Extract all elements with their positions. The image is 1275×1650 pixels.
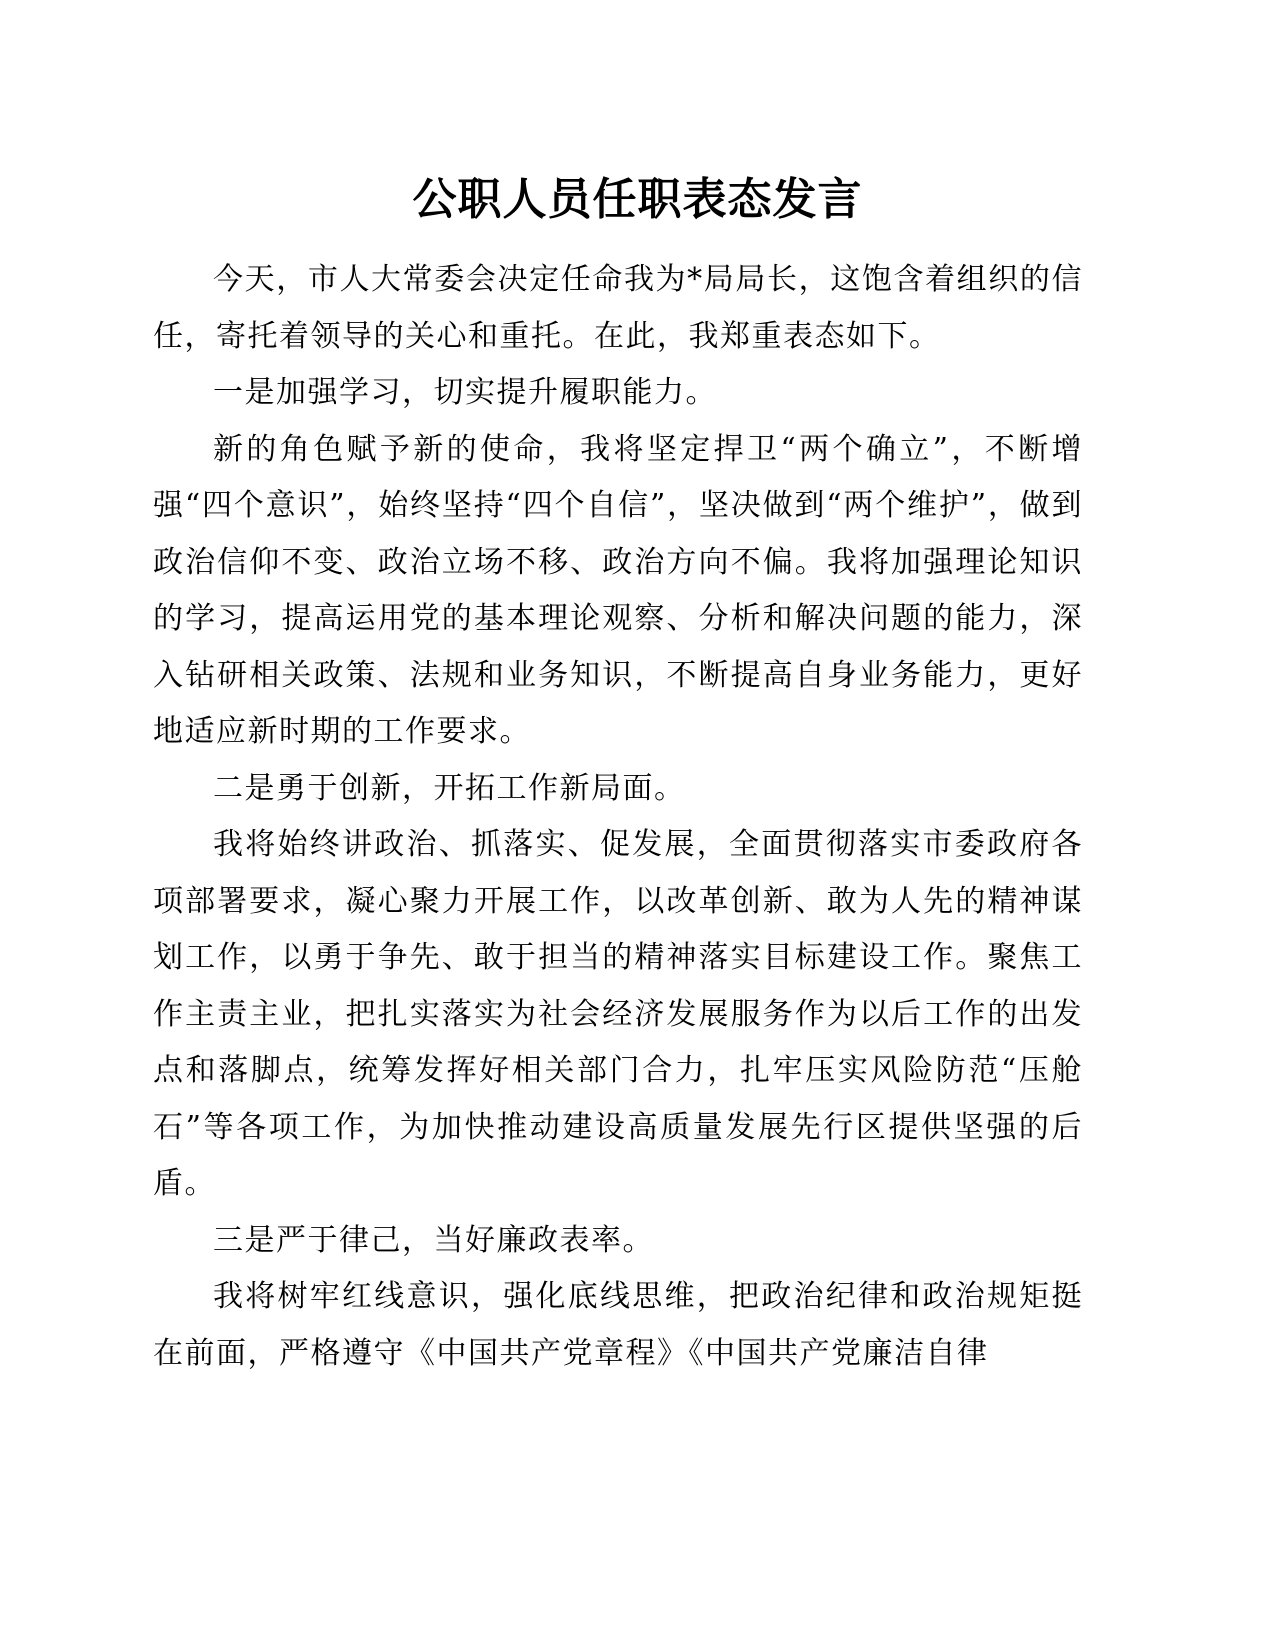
heading-point-one: 一是加强学习，切实提升履职能力。 — [213, 375, 717, 410]
paragraph-point-two: 我将始终讲政治、抓落实、促发展，全面贯彻落实市委政府各项部署要求，凝心聚力开展工作，以改革创新、敢为人先的精神谋划工作，以勇于争先、敢于担当的精神落实目标建设工作。聚焦工作主责主业，把扎实落实为社会经济发展服务作为以后工作的出发点和落脚点，统筹发挥好相关部门合力，扎牢压实风险防范“压舱石”等各项工作，为加快推动建设高质量发展先行区提供坚强的后盾。 — [153, 827, 1083, 1201]
heading-point-two: 二是勇于创新，开拓工作新局面。 — [213, 770, 686, 806]
heading-point-three: 三是严于律己，当好廉政表率。 — [213, 1222, 654, 1258]
paragraph-intro: 今天，市人大常委会决定任命我为*局局长，这饱含着组织的信任，寄托着领导的关心和重托。在此，我郑重表态如下。 — [153, 262, 1083, 354]
paragraph-point-three: 我将树牢红线意识，强化底线思维，把政治纪律和政治规矩挺在前面，严格遵守《中国共产党章程》《中国共产党廉洁自律 — [153, 1279, 1083, 1371]
paragraph-point-one: 新的角色赋予新的使命，我将坚定捍卫“两个确立”，不断增强“四个意识”，始终坚持“四个自信”，坚决做到“两个维护”，做到政治信仰不变、政治立场不移、政治方向不偏。我将加强理论知识的学习，提高运用党的基本理论观察、分析和解决问题的能力，深入钻研相关政策、法规和业务知识，不断提高自身业务能力，更好地适应新时期的工作要求。 — [153, 431, 1083, 749]
document-body — [153, 252, 1083, 1382]
document-title: 公职人员任职表态发言 — [412, 174, 863, 225]
